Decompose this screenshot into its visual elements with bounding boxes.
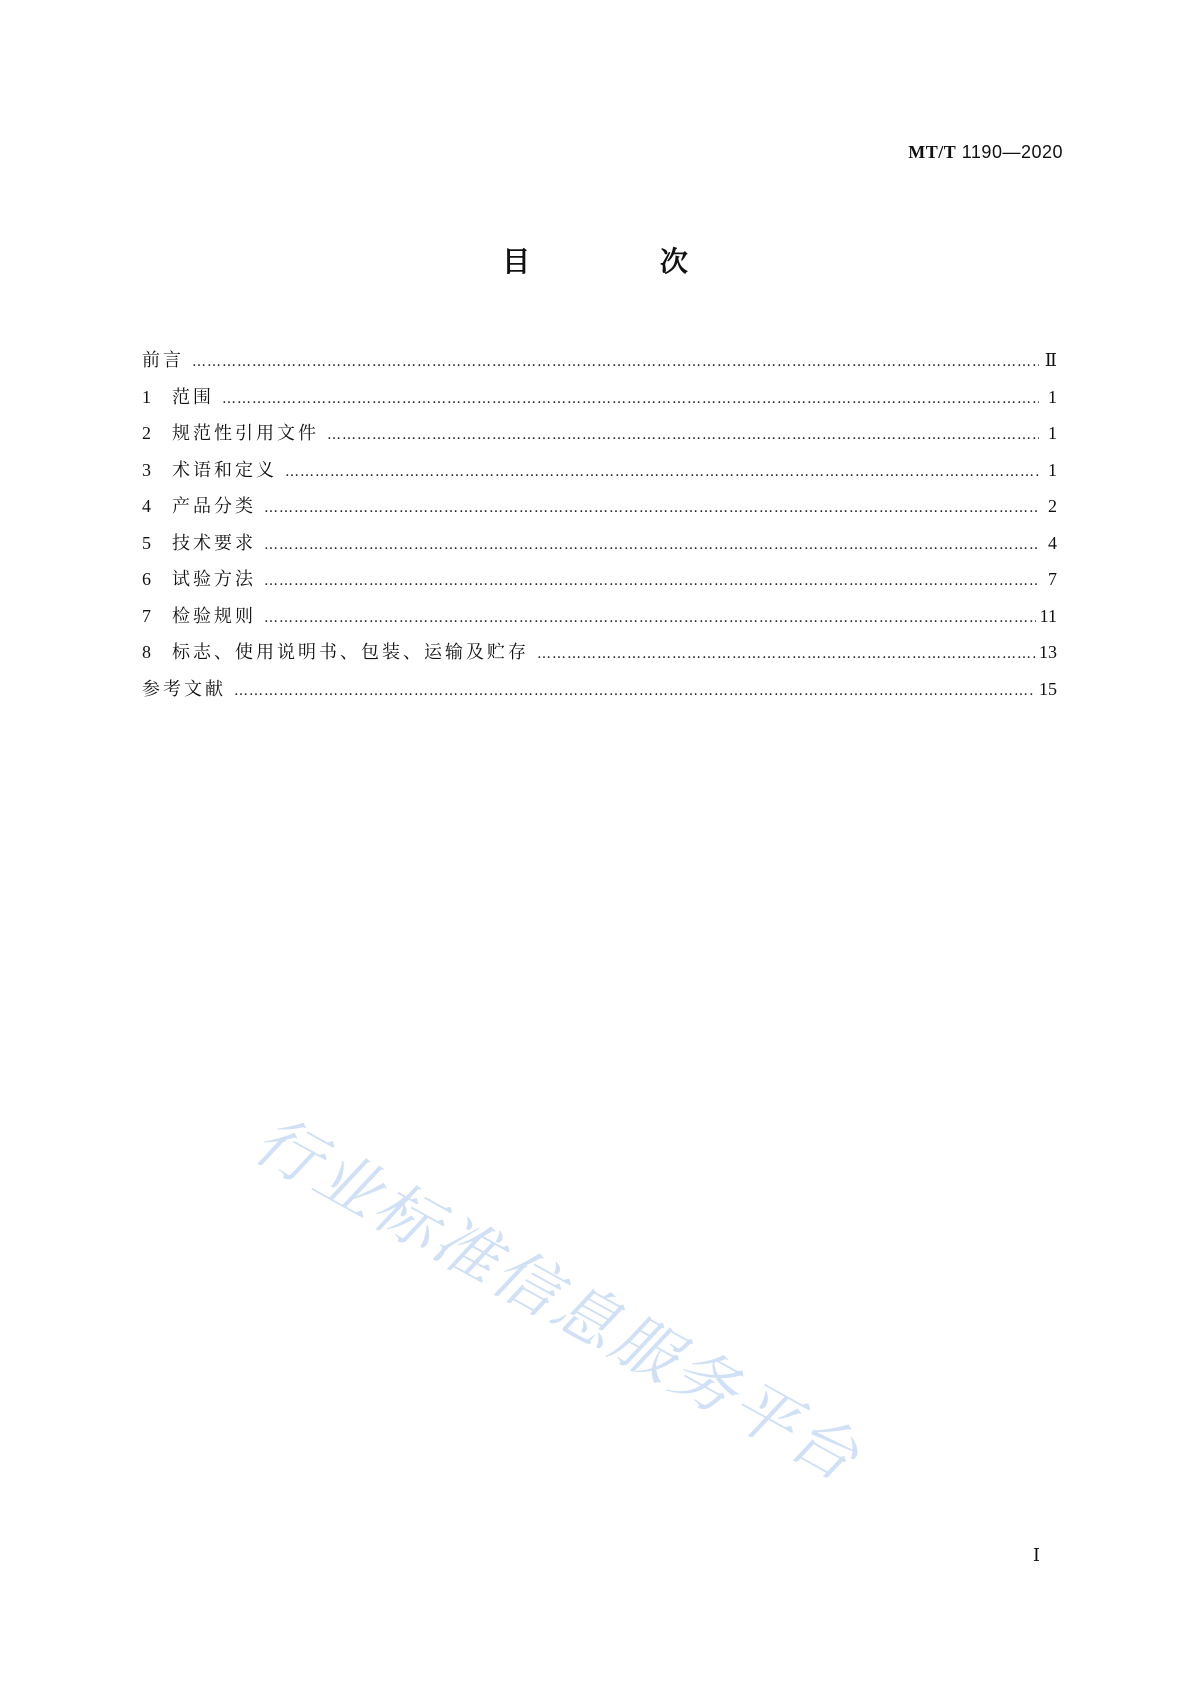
toc-entry-inspection-rules[interactable] — [142, 598, 1057, 635]
toc-leader-dots — [192, 344, 1039, 381]
toc-entry-label: 检验规则 — [172, 605, 256, 627]
standard-number-value: 1190—2020 — [961, 142, 1063, 162]
toc-entry-classification[interactable] — [142, 488, 1057, 525]
toc-entry-page: 15 — [1039, 678, 1057, 699]
toc-leader-dots — [234, 673, 1035, 710]
toc-entry-label: 范围 — [172, 386, 214, 408]
toc-entry-number: 3 — [142, 459, 151, 480]
toc-entry-number: 6 — [142, 569, 151, 589]
standard-number — [908, 142, 1063, 163]
toc-entry-number: 5 — [142, 532, 151, 553]
toc-entry-page: 2 — [1048, 496, 1057, 516]
toc-entry-number: 8 — [142, 642, 151, 662]
toc-entry-label: 参考文献 — [142, 678, 226, 700]
toc-entry-page: Ⅱ — [1044, 350, 1057, 370]
toc-leader-dots — [285, 454, 1039, 491]
page-title: 目 次 — [502, 245, 748, 278]
toc-entry-label: 产品分类 — [172, 496, 256, 517]
toc-entry-page: 1 — [1048, 459, 1057, 480]
toc-entry-foreword[interactable] — [142, 342, 1057, 379]
toc-entry-number: 2 — [142, 423, 151, 443]
toc-entry-page: 11 — [1039, 605, 1057, 626]
toc-entry-page: 1 — [1048, 386, 1057, 407]
toc-leader-dots — [327, 417, 1039, 454]
toc-leader-dots — [264, 563, 1039, 600]
toc-leader-dots — [537, 636, 1035, 673]
toc-entry-page: 4 — [1048, 532, 1057, 553]
toc-entry-label: 前言 — [142, 350, 184, 371]
toc-entry-scope[interactable] — [142, 379, 1057, 416]
toc-entry-label: 标志、使用说明书、包装、运输及贮存 — [172, 642, 529, 663]
standard-code: MT/T — [908, 142, 957, 162]
toc-entry-terms-definitions[interactable] — [142, 452, 1057, 489]
toc-entry-label: 术语和定义 — [172, 459, 277, 481]
toc-entry-label: 规范性引用文件 — [172, 423, 319, 444]
toc-leader-dots — [264, 527, 1039, 564]
toc-entry-label: 试验方法 — [172, 569, 256, 590]
toc-entry-page: 7 — [1048, 569, 1057, 589]
toc-entry-number: 7 — [142, 605, 151, 626]
toc-entry-number: 1 — [142, 386, 151, 407]
toc-entry-page: 13 — [1039, 642, 1057, 662]
toc-leader-dots — [264, 600, 1036, 637]
toc-entry-bibliography[interactable] — [142, 671, 1057, 708]
toc-leader-dots — [264, 490, 1039, 527]
toc-entry-marking-packaging[interactable] — [142, 634, 1057, 671]
toc-entry-requirements[interactable] — [142, 525, 1057, 562]
toc-entry-label: 技术要求 — [172, 532, 256, 554]
toc-entry-normative-references[interactable] — [142, 415, 1057, 452]
table-of-contents — [142, 342, 1057, 707]
page-number: Ⅰ — [1032, 1545, 1040, 1565]
toc-leader-dots — [222, 381, 1039, 418]
watermark: 行业标准信息服务平台 — [241, 1103, 873, 1498]
toc-entry-test-methods[interactable] — [142, 561, 1057, 598]
toc-entry-number: 4 — [142, 496, 151, 516]
toc-entry-page: 1 — [1048, 423, 1057, 443]
